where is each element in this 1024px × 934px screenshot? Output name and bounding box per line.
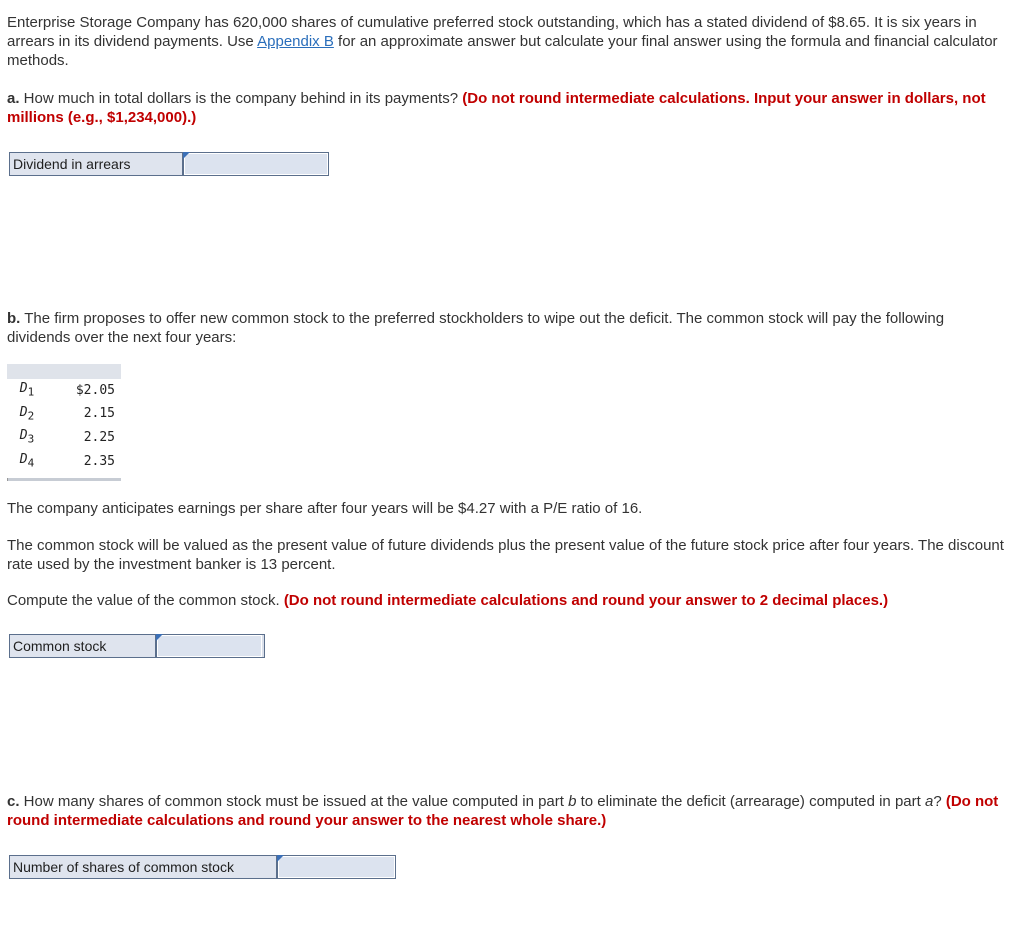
answer-flag-icon (183, 152, 190, 159)
dividend-table-footer (7, 478, 121, 481)
part-a-letter: a. (7, 90, 20, 107)
dividend-value: 2.15 (83, 406, 115, 422)
dividend-in-arrears-row (9, 152, 329, 176)
dividend-label: $D_4$ (19, 451, 35, 470)
part-c-question (7, 792, 1007, 830)
dividend-table-body (7, 379, 119, 473)
part-b-compute (7, 591, 1007, 610)
part-b-question (7, 309, 1007, 347)
shares-of-common-stock-input-wrap (278, 856, 395, 878)
table-row (7, 379, 119, 403)
dividend-in-arrears-input[interactable] (184, 153, 328, 175)
dividend-value: $2.05 (75, 382, 115, 398)
part-b-compute-text: Compute the value of the common stock. (7, 592, 284, 609)
shares-of-common-stock-input[interactable] (278, 856, 395, 878)
common-stock-label: Common stock (10, 635, 157, 657)
appendix-b-link[interactable]: Appendix B (257, 33, 334, 50)
shares-of-common-stock-label: Number of shares of common stock (10, 856, 278, 878)
part-c-letter: c. (7, 793, 20, 810)
dividend-in-arrears-input-wrap (184, 153, 328, 175)
table-row (7, 426, 119, 450)
answer-flag-icon (277, 855, 284, 862)
part-a-instruction: (Do not round intermediate calculations. Input your answer in dollars, not millions (e.g., $1,234,000).) (7, 90, 986, 126)
part-c-question-text-2: to eliminate the deficit (arrearage) computed in part (576, 793, 925, 810)
common-stock-row (9, 634, 265, 658)
common-stock-input-wrap (157, 635, 262, 657)
part-c-ref-b: b (568, 793, 577, 810)
intro-text-1: Enterprise Storage Company has 620,000 shares of cumulative preferred stock outstanding, which has a stated dividend of $8.65. It is six years in arrears in its dividend payments. Use (7, 14, 977, 50)
dividend-label: $D_3$ (19, 428, 35, 446)
part-b-question-text: The firm proposes to offer new common stock to the preferred stockholders to wipe out the deficit. The common stock will pay the following dividends over the next four years: (7, 310, 945, 346)
eps-text: The company anticipates earnings per share after four years will be $4.27 with a P/E ratio of 16. (7, 500, 643, 517)
dividend-label: $D_1$ (19, 381, 35, 399)
part-c-instruction: (Do not round intermediate calculations and round your answer to the nearest whole share.) (7, 793, 999, 829)
common-stock-input[interactable] (157, 635, 262, 657)
dividend-table (7, 364, 121, 481)
problem-intro (7, 13, 1007, 70)
part-c-question-text-1: How many shares of common stock must be issued at the value computed in part (19, 793, 569, 810)
intro-text-2: for an approximate answer but calculate your final answer using the formula and financial calculator methods. (7, 33, 998, 69)
dividend-label: $D_2$ (19, 404, 35, 423)
part-a-question-text: How much in total dollars is the company behind in its payments? (19, 90, 463, 107)
dividend-value: 2.25 (83, 429, 115, 445)
part-a-question (7, 89, 1007, 127)
dividend-value: 2.35 (83, 453, 115, 469)
answer-flag-icon (156, 634, 163, 641)
part-b-letter: b. (7, 310, 21, 327)
table-row (7, 403, 119, 427)
table-row (7, 450, 119, 474)
valuation-text: The common stock will be valued as the present value of future dividends plus the present value of the future stock price after four years. The discount rate used by the investment banker is 13 percent. (7, 537, 1004, 573)
dividend-table-header (7, 364, 121, 379)
shares-of-common-stock-row (9, 855, 396, 879)
dividend-in-arrears-label: Dividend in arrears (10, 153, 184, 175)
part-c-ref-a: a (924, 793, 934, 810)
part-c-question-text-3: ? (933, 793, 946, 810)
part-b-instruction: (Do not round intermediate calculations and round your answer to 2 decimal places.) (283, 592, 889, 609)
